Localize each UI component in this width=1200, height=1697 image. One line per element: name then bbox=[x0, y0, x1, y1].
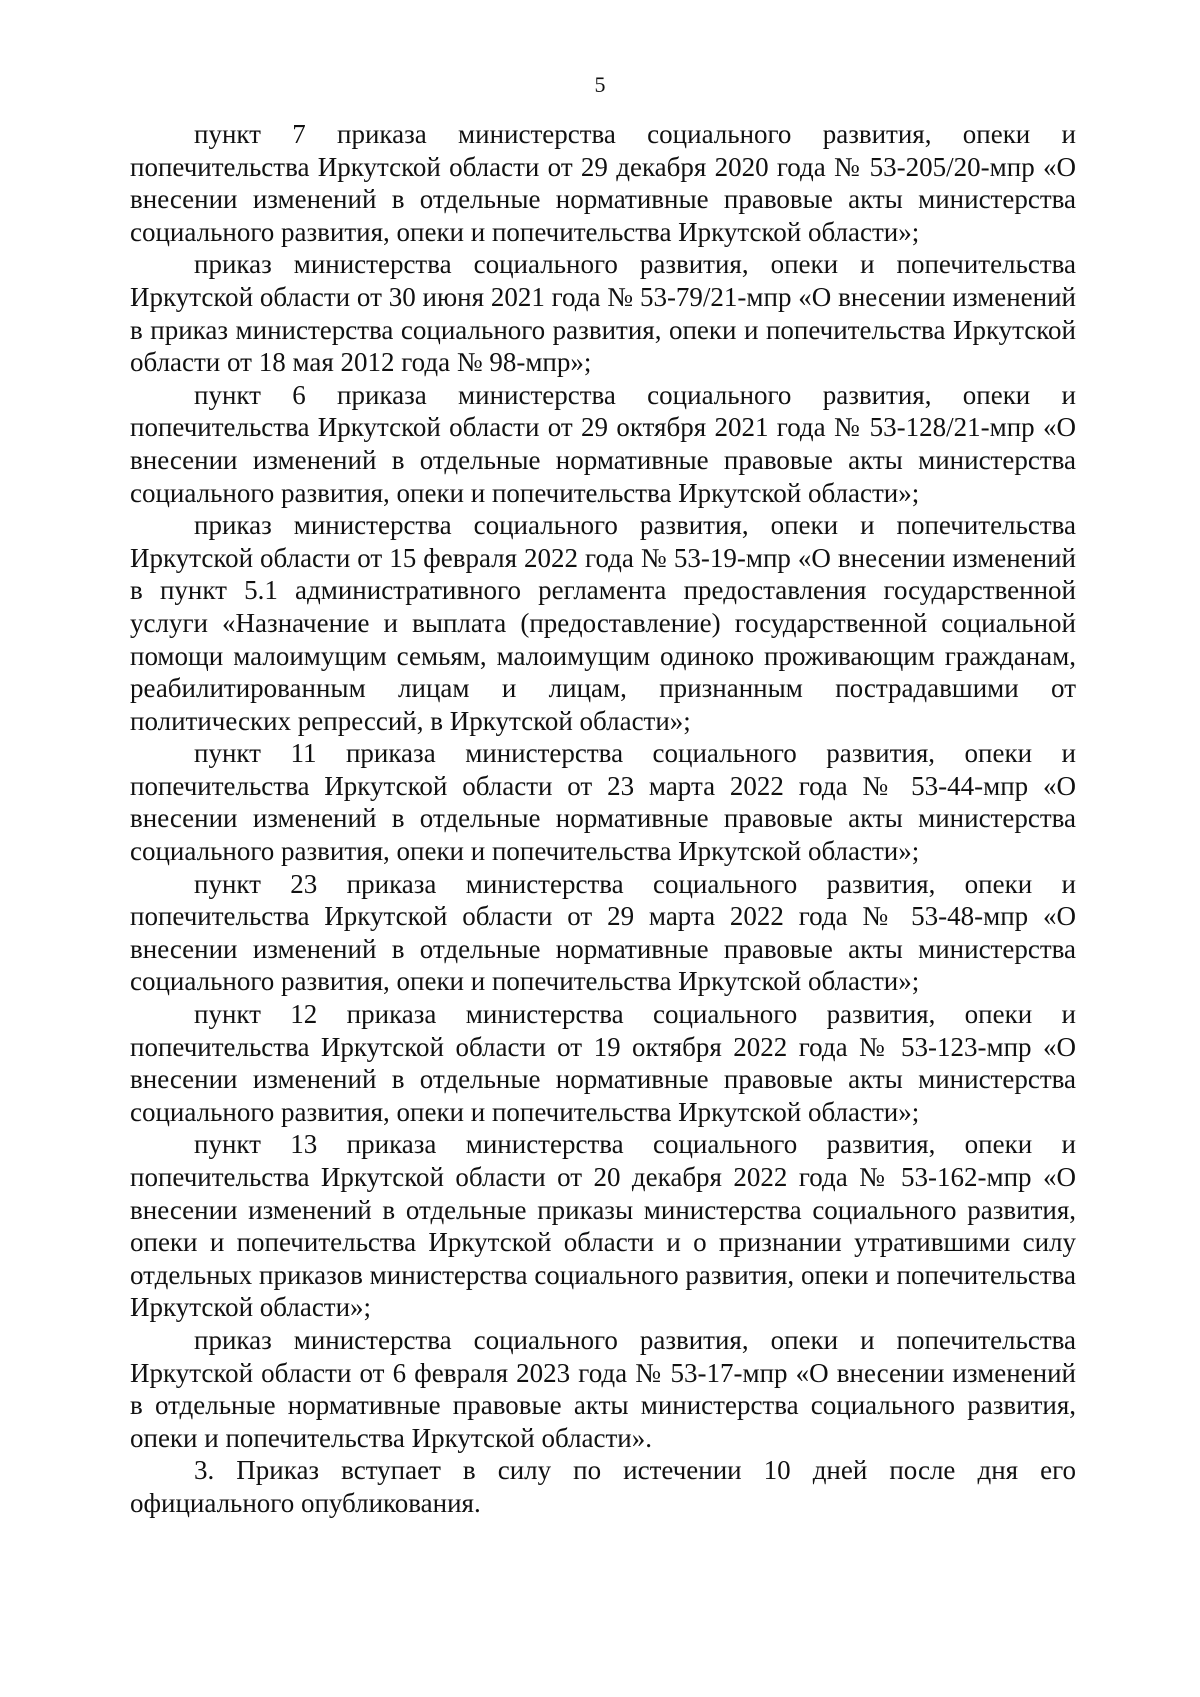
paragraph-order-19: приказ министерства социального развития, опеки и попечительства Иркутской области от 15 февраля 2022 года № 53-19-мпр «О внесении изменений в пункт 5.1 административного регламента предоставления государственной услуги «Назначение и выплата (предоставление) государственной социальной помощи малоимущим семьям, малоимущим одиноко проживающим гражданам, реабилитированным лицам и лицам, признанным пострадавшими от политических репрессий, в Иркутской области»; bbox=[130, 510, 1076, 736]
paragraph-clause-3: 3. Приказ вступает в силу по истечении 10 дней после дня его официального опубликования. bbox=[130, 1455, 1076, 1518]
paragraph-item-7: пункт 7 приказа министерства социального развития, опеки и попечительства Иркутской области от 29 декабря 2020 года № 53-205/20-мпр «О внесении изменений в отдельные нормативные правовые акты министерства социального развития, опеки и попечительства Иркутской области»; bbox=[130, 119, 1076, 247]
paragraph-item-23: пункт 23 приказа министерства социального развития, опеки и попечительства Иркутской области от 29 марта 2022 года № 53-48-мпр «О внесении изменений в отдельные нормативные правовые акты министерства социального развития, опеки и попечительства Иркутской области»; bbox=[130, 868, 1076, 997]
paragraph-order-79-21: приказ министерства социального развития, опеки и попечительства Иркутской области от 30 июня 2021 года № 53-79/21-мпр «О внесении изменений в приказ министерства социального развития, опеки и попечительства Иркутской области от 18 мая 2012 года № 98-мпр»; bbox=[130, 249, 1076, 378]
paragraph-item-12: пункт 12 приказа министерства социального развития, опеки и попечительства Иркутской области от 19 октября 2022 года № 53-123-мпр «О внесении изменений в отдельные нормативные правовые акты министерства социального развития, опеки и попечительства Иркутской области»; bbox=[130, 999, 1076, 1127]
document-body bbox=[130, 118, 1076, 1520]
paragraph-item-6: пункт 6 приказа министерства социального развития, опеки и попечительства Иркутской области от 29 октября 2021 года № 53-128/21-мпр «О внесении изменений в отдельные нормативные правовые акты министерства социального развития, опеки и попечительства Иркутской области»; bbox=[130, 379, 1076, 508]
paragraph-item-11: пункт 11 приказа министерства социального развития, опеки и попечительства Иркутской области от 23 марта 2022 года № 53-44-мпр «О внесении изменений в отдельные нормативные правовые акты министерства социального развития, опеки и попечительства Иркутской области»; bbox=[130, 738, 1076, 867]
page-number: 5 bbox=[594, 72, 606, 97]
paragraph-order-17: приказ министерства социального развития, опеки и попечительства Иркутской области от 6 февраля 2023 года № 53-17-мпр «О внесении изменений в отдельные нормативные правовые акты министерства социального развития, опеки и попечительства Иркутской области». bbox=[130, 1324, 1076, 1453]
paragraph-item-13: пункт 13 приказа министерства социального развития, опеки и попечительства Иркутской области от 20 декабря 2022 года № 53-162-мпр «О внесении изменений в отдельные приказы министерства социального развития, опеки и попечительства Иркутской области и о признании утратившими силу отдельных приказов министерства социального развития, опеки и попечительства Иркутской области»; bbox=[130, 1129, 1076, 1323]
